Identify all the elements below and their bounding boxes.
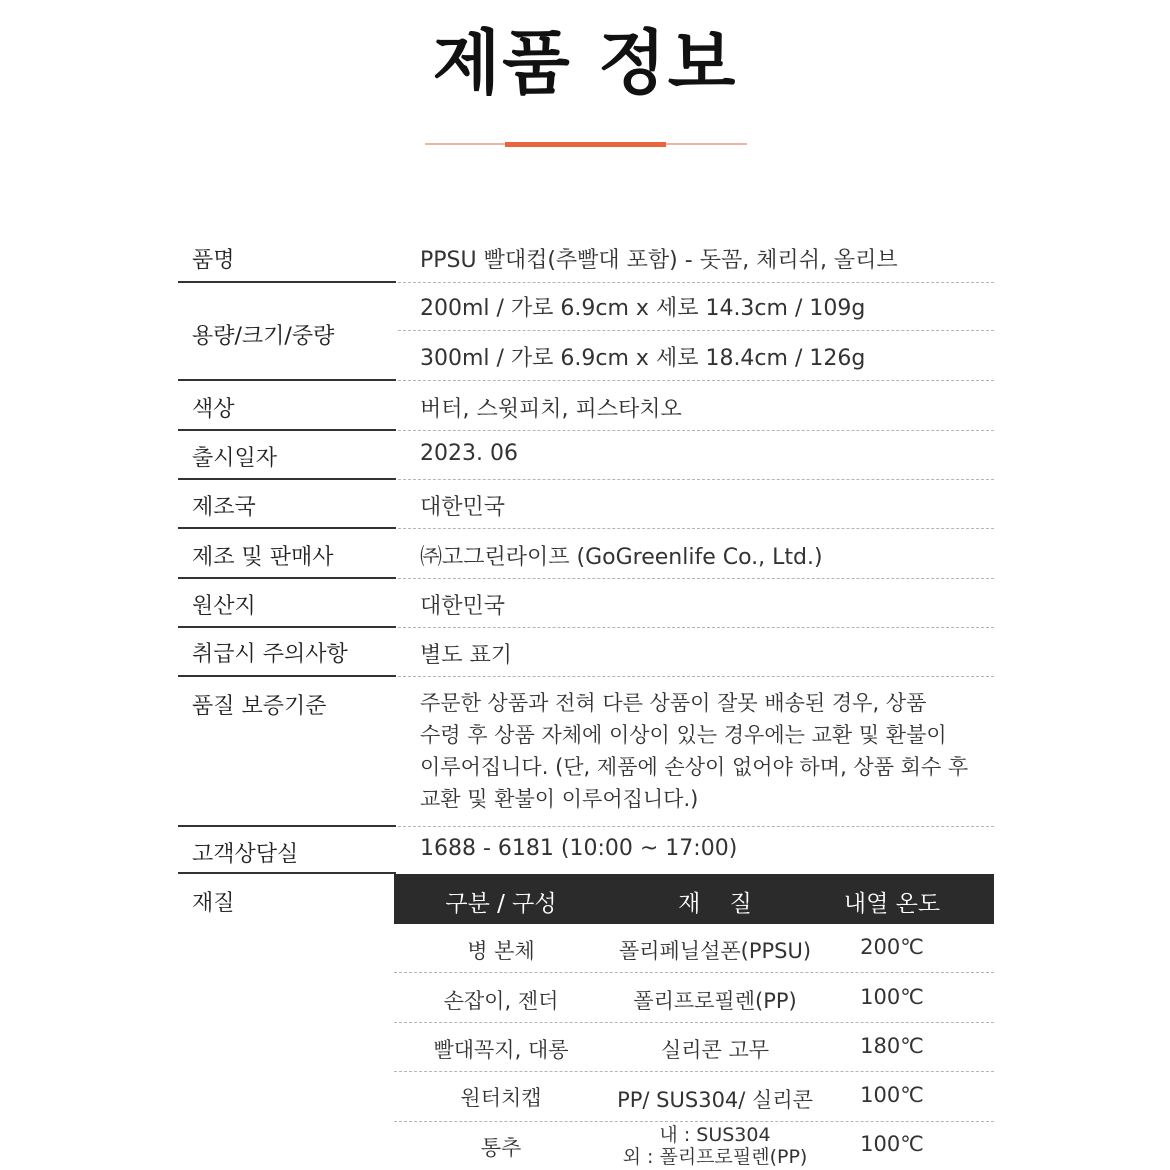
label-warranty: 품질 보증기준 <box>192 694 327 719</box>
value-caution-row <box>398 628 994 677</box>
label-maker: 제조 및 판매사 <box>192 545 334 570</box>
material-outer: 외 : 폴리프로필렌(PP) <box>622 1146 808 1168</box>
material-part: 병 본체 <box>467 939 535 963</box>
material-name: 실리콘 고무 <box>660 1038 770 1062</box>
material-temp: 180℃ <box>860 1034 924 1058</box>
material-part: 통추 <box>480 1136 522 1160</box>
material-part: 빨대꼭지, 대롱 <box>433 1038 569 1062</box>
label-name-row <box>178 233 396 283</box>
table-row <box>394 1122 994 1170</box>
warranty-line: 교환 및 환불이 이루어집니다.) <box>420 787 699 811</box>
label-cs-row <box>178 827 396 874</box>
label-color: 색상 <box>192 397 235 422</box>
material-part: 손잡이, 젠더 <box>443 989 559 1013</box>
label-material-row <box>178 874 396 1170</box>
material-temp: 200℃ <box>860 935 924 959</box>
label-material: 재질 <box>192 891 235 916</box>
material-name <box>608 1124 822 1168</box>
label-caution-row <box>178 628 396 677</box>
material-temp: 100℃ <box>860 985 924 1009</box>
value-caution: 별도 표기 <box>420 643 513 668</box>
value-release: 2023. 06 <box>420 441 518 466</box>
label-capacity-row <box>178 283 396 381</box>
material-name: PP/ SUS304/ 실리콘 <box>617 1088 813 1112</box>
value-capacity-300-row <box>398 331 994 381</box>
label-cs: 고객상담실 <box>192 842 299 867</box>
material-header-material: 재 질 <box>678 891 752 917</box>
value-cs: 1688 - 6181 (10:00 ~ 17:00) <box>420 836 738 861</box>
label-release-row <box>178 431 396 480</box>
label-capacity: 용량/크기/중량 <box>192 324 335 349</box>
value-warranty-row <box>398 677 994 827</box>
label-origin-row <box>178 579 396 628</box>
value-release-row <box>398 431 994 480</box>
warranty-line: 이루어집니다. (단, 제품에 손상이 없어야 하며, 상품 회수 후 <box>420 755 969 779</box>
material-temp: 100℃ <box>860 1083 924 1107</box>
table-row <box>394 924 994 973</box>
label-origin: 원산지 <box>192 594 256 619</box>
warranty-line: 수령 후 상품 자체에 이상이 있는 경우에는 교환 및 환불이 <box>420 723 947 747</box>
label-release: 출시일자 <box>192 446 278 471</box>
label-name: 품명 <box>192 248 235 273</box>
value-capacity-200: 200ml / 가로 6.9cm x 세로 14.3cm / 109g <box>420 296 866 321</box>
material-temp: 100℃ <box>860 1132 924 1156</box>
value-capacity-300: 300ml / 가로 6.9cm x 세로 18.4cm / 126g <box>420 346 866 371</box>
value-maker-row <box>398 529 994 579</box>
material-name: 폴리페닐설폰(PPSU) <box>618 939 812 963</box>
value-color: 버터, 스윗피치, 피스타치오 <box>420 397 682 422</box>
table-row <box>394 973 994 1023</box>
value-country-row <box>398 480 994 529</box>
material-header-temp: 내열 온도 <box>843 891 941 917</box>
value-warranty-text <box>420 687 976 815</box>
page-title: 제품 정보 <box>432 22 738 104</box>
value-origin-row <box>398 579 994 628</box>
label-country: 제조국 <box>192 495 256 520</box>
title-divider-accent <box>505 142 666 147</box>
value-cs-row <box>398 827 994 874</box>
value-capacity-200-row <box>398 283 994 331</box>
label-maker-row <box>178 529 396 579</box>
value-origin: 대한민국 <box>420 594 506 619</box>
value-name-row <box>398 233 994 283</box>
material-table-header <box>394 874 994 924</box>
label-warranty-row <box>178 677 396 827</box>
label-country-row <box>178 480 396 529</box>
label-color-row <box>178 381 396 431</box>
value-maker: ㈜고그린라이프 (GoGreenlife Co., Ltd.) <box>420 545 823 570</box>
label-caution: 취급시 주의사항 <box>192 642 348 667</box>
value-name: PPSU 빨대컵(추빨대 포함) - 돗꼼, 체리쉬, 올리브 <box>420 248 898 273</box>
material-inner: 내 : SUS304 <box>659 1124 771 1146</box>
table-row <box>394 1072 994 1122</box>
material-name: 폴리프로필렌(PP) <box>633 989 797 1013</box>
material-part: 원터치캡 <box>460 1086 542 1110</box>
table-row <box>394 1023 994 1072</box>
warranty-line: 주문한 상품과 전혀 다른 상품이 잘못 배송된 경우, 상품 <box>420 691 927 715</box>
value-color-row <box>398 381 994 431</box>
material-header-part: 구분 / 구성 <box>445 891 557 917</box>
value-country: 대한민국 <box>420 495 506 520</box>
